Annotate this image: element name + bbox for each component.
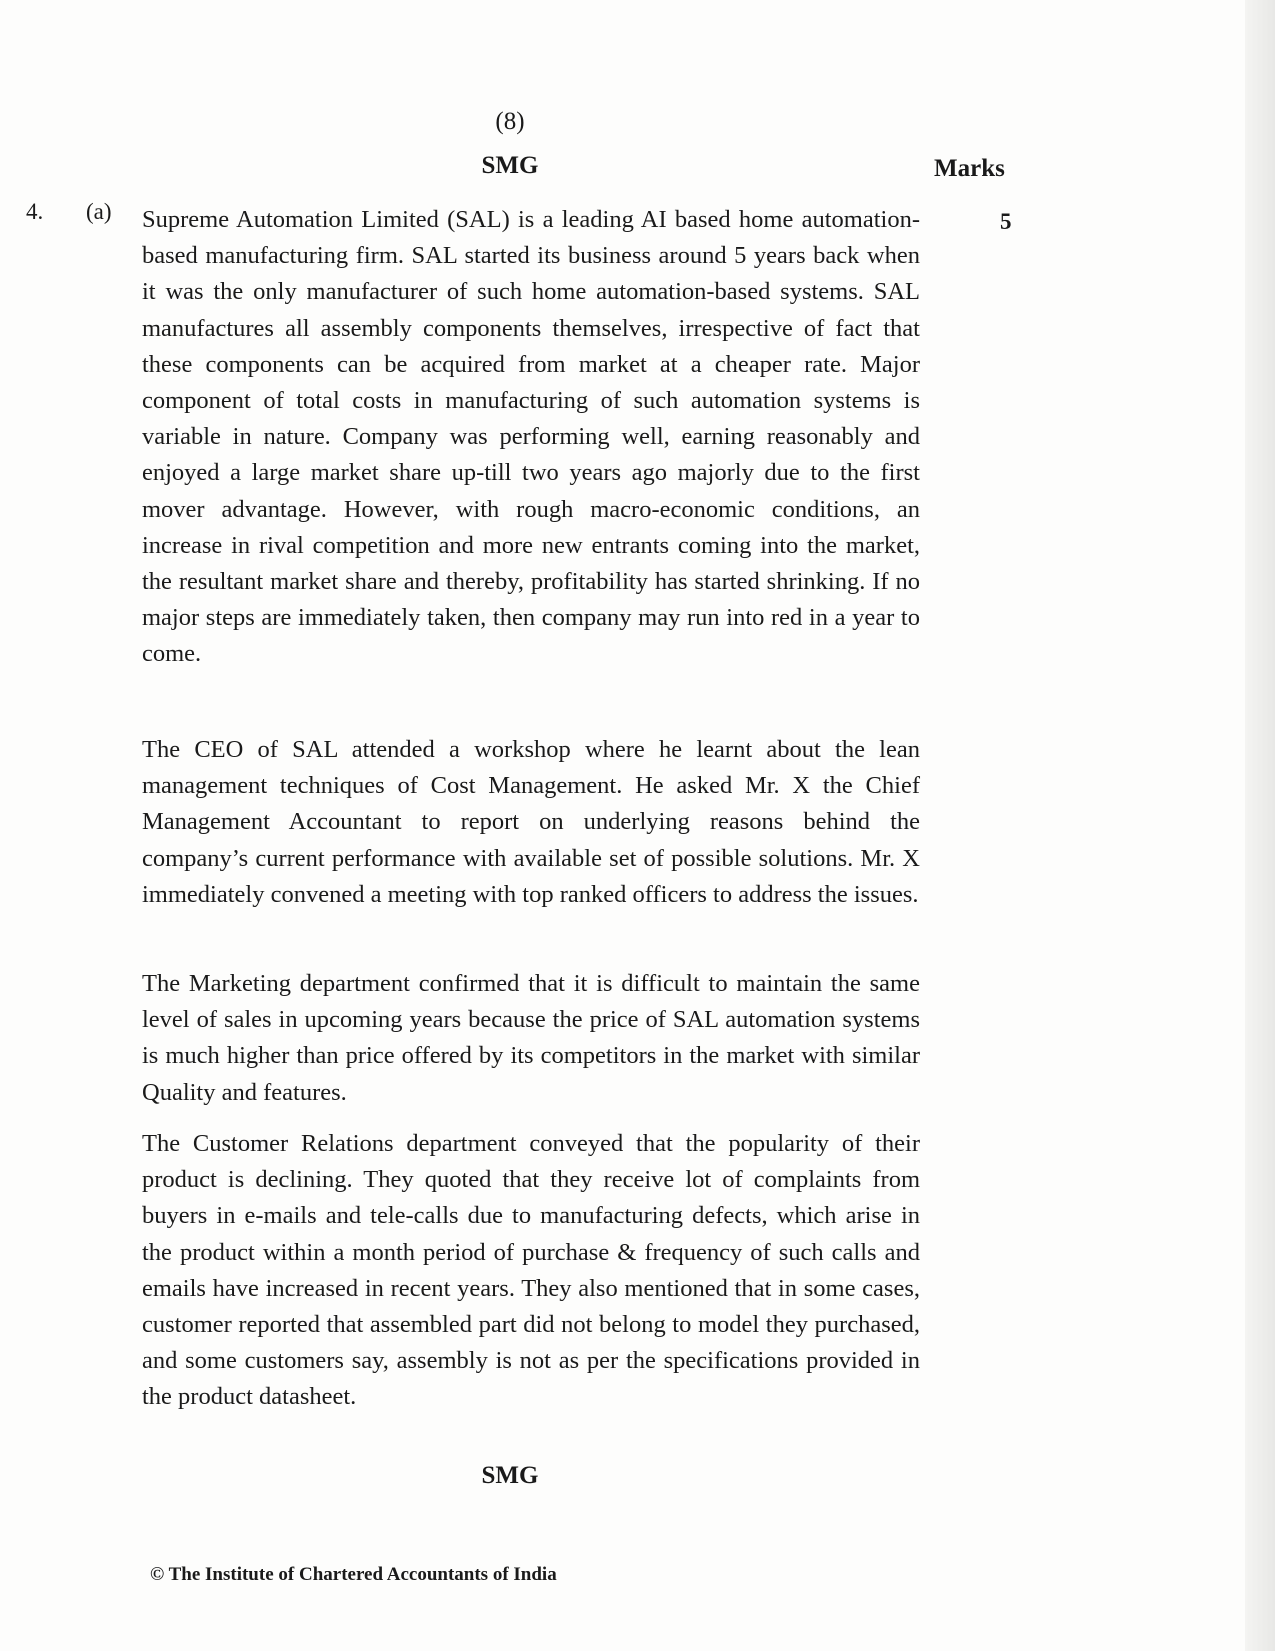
page-edge-shadow: [1245, 0, 1275, 1651]
copyright-notice: © The Institute of Chartered Accountants of India: [150, 1564, 557, 1585]
question-paragraph-3: The Marketing department confirmed that it is difficult to maintain the same level of sales in upcoming years because the price of SAL automation systems is much higher than price offered by its competitors in the market with similar Quality and features.: [142, 970, 920, 1106]
question-number: 4.: [26, 199, 44, 224]
footer-paper-code: SMG: [481, 1462, 539, 1489]
marks-column-heading: Marks: [934, 155, 1005, 182]
question-marks: 5: [1000, 209, 1012, 234]
header-paper-code: SMG: [481, 152, 539, 179]
question-part-label: (a): [86, 199, 112, 224]
question-paragraph-2: The CEO of SAL attended a workshop where he learnt about the lean management techniques of Cost Management. He asked Mr. X the Chief Management Accountant to report on underlying reasons behind the company’s current performance with available set of possible solutions. Mr. X immediately convened a meeting with top ranked officers to address the issues.: [142, 736, 920, 908]
question-paragraph-4: The Customer Relations department conveyed that the popularity of their product is declining. They quoted that they receive lot of complaints from buyers in e-mails and tele-calls due to manufacturing defects, which arise in the product within a month period of purchase & frequency of such calls and emails have increased in recent years. They also mentioned that in some cases, customer reported that assembled part did not belong to model they purchased, and some customers say, assembly is not as per the specifications provided in the product datasheet.: [142, 1130, 920, 1411]
page-number: (8): [495, 108, 525, 135]
question-paragraph-1: Supreme Automation Limited (SAL) is a leading AI based home automation-based manufacturing firm. SAL started its business around 5 years back when it was the only manufacturer of such home automation-based systems. SAL manufactures all assembly components themselves, irrespective of fact that these components can be acquired from market at a cheaper rate. Major component of total costs in manufacturing of such automation systems is variable in nature. Company was performing well, earning reasonably and enjoyed a large market share up-till two years ago majorly due to the first mover advantage. However, with rough macro-economic conditions, an increase in rival competition and more new entrants coming into the market, the resultant market share and thereby, profitability has started shrinking. If no major steps are immediately taken, then company may run into red in a year to come.: [142, 206, 920, 668]
